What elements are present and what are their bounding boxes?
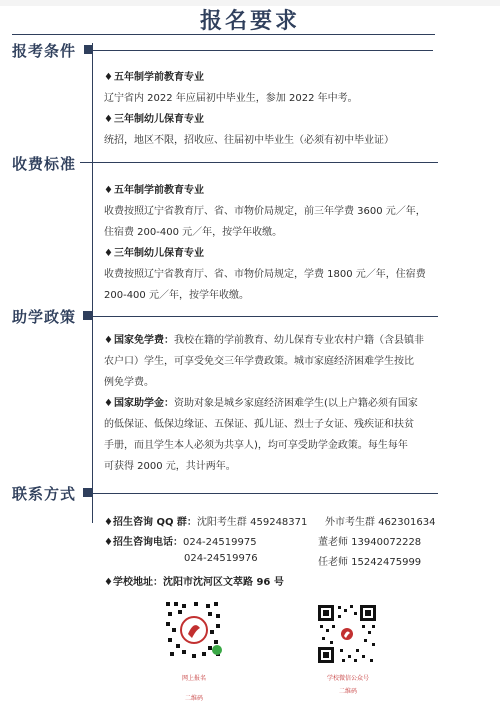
fees-item2-title: 三年制幼儿保育专业 bbox=[113, 248, 204, 259]
wechat-qr-code-icon[interactable] bbox=[316, 603, 378, 665]
aid-item1-line: 例免学费。 bbox=[104, 377, 154, 388]
aid-item1-line: 我校在籍的学前教育、幼儿保育专业农村户籍（含县镇非 bbox=[173, 335, 424, 346]
bullet-icon: ♦ bbox=[104, 398, 113, 409]
bullet-icon: ♦ bbox=[104, 537, 113, 548]
section-rule bbox=[93, 316, 438, 317]
aid-block bbox=[104, 330, 444, 477]
conditions-item2-title: 三年制幼儿保育专业 bbox=[113, 114, 204, 125]
aid-item2-line: 可获得 2000 元，共计两年。 bbox=[104, 461, 236, 472]
section-rule bbox=[80, 162, 438, 163]
bullet-icon: ♦ bbox=[104, 114, 113, 125]
title-underline bbox=[12, 34, 435, 35]
fees-item1-line: 收费按照辽宁省教育厅、省、市物价局规定，前三年学费 3600 元／年， bbox=[104, 206, 426, 217]
contact-address-row bbox=[104, 573, 284, 588]
fees-item1-line: 住宿费 200-400 元／年，按学年收缴。 bbox=[104, 227, 283, 238]
page-title: 报名要求 bbox=[199, 9, 300, 34]
contact-address-label: 学校地址： bbox=[112, 577, 163, 588]
bullet-icon: ♦ bbox=[104, 185, 113, 196]
aid-item2-line: 资助对象是城乡家庭经济困难学生(以上户籍必须有国家 bbox=[173, 398, 418, 409]
contact-teacher1: 董老师 13940072228 bbox=[318, 537, 422, 548]
contact-phone-row bbox=[104, 533, 257, 548]
conditions-block bbox=[104, 67, 444, 151]
bullet-icon: ♦ bbox=[104, 577, 113, 588]
aid-item1-line: 农户口）学生，可享受免交三年学费政策。城市家庭经济困难学生按比 bbox=[104, 356, 414, 367]
bullet-icon: ♦ bbox=[104, 335, 113, 346]
contact-phone-label: 招生咨询电话： bbox=[112, 537, 183, 548]
section-marker bbox=[83, 488, 92, 497]
section-heading-contact: 联系方式 bbox=[12, 485, 77, 503]
contact-qq-local: 沈阳考生群 459248371 bbox=[196, 517, 308, 528]
aid-item2-line: 的低保证、低保边缘证、五保证、孤儿证、烈士子女证、残疾证和扶贫 bbox=[104, 419, 414, 430]
bullet-icon: ♦ bbox=[104, 517, 113, 528]
conditions-item2-text: 统招，地区不限，招收应、往届初中毕业生（必须有初中毕业证） bbox=[104, 135, 394, 146]
conditions-item1-text: 辽宁省内 2022 年应届初中毕业生，参加 2022 年中考。 bbox=[104, 93, 358, 104]
fees-item1-title: 五年制学前教育专业 bbox=[113, 185, 204, 196]
fees-block bbox=[104, 180, 444, 306]
section-heading-conditions: 报考条件 bbox=[12, 42, 77, 60]
section-vertical-line bbox=[92, 43, 93, 523]
section-rule bbox=[93, 50, 433, 51]
section-marker bbox=[84, 45, 93, 54]
contact-teacher2: 任老师 15242475999 bbox=[318, 557, 422, 568]
fees-item2-line: 收费按照辽宁省教育厅、省、市物价局规定，学费 1800 元／年，住宿费 bbox=[104, 269, 426, 280]
registration-qr-caption: 二维码 bbox=[184, 695, 203, 702]
section-heading-aid: 助学政策 bbox=[12, 308, 77, 326]
registration-qr-caption: 网上报名 bbox=[181, 675, 206, 682]
fees-item2-line: 200-400 元／年，按学年收缴。 bbox=[104, 290, 249, 301]
bullet-icon: ♦ bbox=[104, 248, 113, 259]
contact-qq-row bbox=[104, 513, 307, 528]
conditions-item1-title: 五年制学前教育专业 bbox=[113, 72, 204, 83]
contact-address: 沈阳市沈河区文萃路 96 号 bbox=[162, 577, 284, 588]
contact-qq-other: 外市考生群 462301634 bbox=[325, 517, 436, 528]
aid-item1-label: 国家免学费： bbox=[113, 335, 174, 346]
section-heading-fees: 收费标准 bbox=[12, 155, 77, 173]
wechat-qr-caption: 二维码 bbox=[338, 688, 357, 695]
aid-item2-line: 手册，而且学生本人必须为共享人)，均可享受助学金政策。每生每年 bbox=[104, 440, 408, 451]
bullet-icon: ♦ bbox=[104, 72, 113, 83]
contact-phone1: 024-24519975 bbox=[182, 537, 257, 548]
contact-phone2: 024-24519976 bbox=[184, 553, 258, 564]
contact-qq-label: 招生咨询 QQ 群： bbox=[112, 517, 197, 528]
aid-item2-label: 国家助学金： bbox=[113, 398, 174, 409]
section-rule bbox=[93, 493, 438, 494]
registration-qr-code-icon[interactable] bbox=[162, 598, 226, 662]
wechat-qr-caption: 学校微信公众号 bbox=[326, 675, 369, 682]
section-marker bbox=[83, 311, 92, 320]
